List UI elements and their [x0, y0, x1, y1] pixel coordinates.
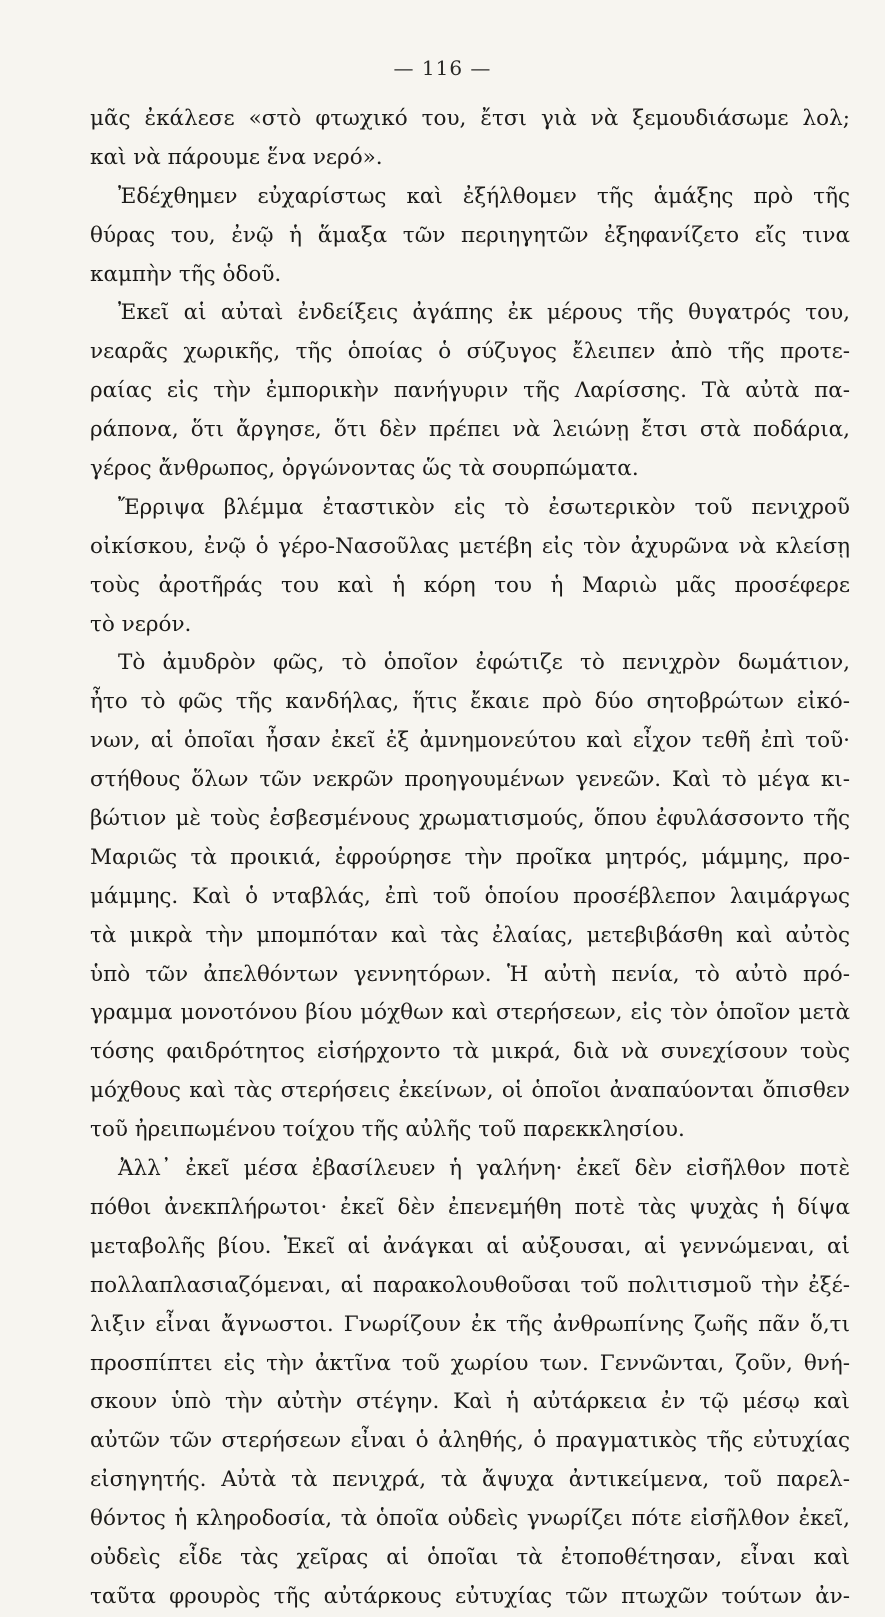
text-line: νων, αἱ ὁποῖαι ἦσαν ἐκεῖ ἐξ ἀμνημονεύτου καὶ εἶχον τεθῆ ἐπὶ τοῦ·	[90, 728, 850, 754]
text-line: οἰκίσκου, ἐνῷ ὁ γέρο-Νασοῦλας μετέβη εἰς τὸν ἀχυρῶνα νὰ κλείσῃ	[90, 533, 850, 559]
text-line: Μαριῶς τὰ προικιά, ἐφρούρησε τὴν προῖκα μητρός, μάμμης, προ-	[90, 844, 850, 870]
text-line: καὶ νὰ πάρουμε ἕνα νερό».	[90, 144, 383, 170]
text-line: τοῦ ἠρειπωμένου τοίχου τῆς αὐλῆς τοῦ παρεκκλησίου.	[90, 1117, 685, 1143]
body-text	[90, 100, 850, 1617]
text-line: θύρας του, ἐνῷ ἡ ἅμαξα τῶν περιηγητῶν ἐξηφανίζετο εἴς τινα	[90, 222, 850, 248]
text-line: αὐτῶν τῶν στερήσεων εἶναι ὁ ἀληθής, ὁ πραγματικὸς τῆς εὐτυχίας	[90, 1428, 850, 1454]
page-number: — 116 —	[393, 56, 492, 80]
text-line: Τὸ ἀμυδρὸν φῶς, τὸ ὁποῖον ἐφώτιζε τὸ πενιχρὸν δωμάτιον,	[118, 650, 850, 676]
text-line: πόθοι ἀνεκπλήρωτοι· ἐκεῖ δὲν ἐπενεμήθη ποτὲ τὰς ψυχὰς ἡ δίψα	[90, 1194, 850, 1220]
text-line: βώτιον μὲ τοὺς ἐσβεσμένους χρωματισμούς, ὅπου ἐφυλάσσοντο τῆς	[90, 806, 850, 832]
text-line: τόσης φαιδρότητος εἰσήρχοντο τὰ μικρά, διὰ νὰ συνεχίσουν τοὺς	[90, 1039, 850, 1065]
text-line: πολλαπλασιαζόμεναι, αἱ παρακολουθοῦσαι τοῦ πολιτισμοῦ τὴν ἐξέ-	[90, 1272, 850, 1298]
text-line: γραμμα μονοτόνου βίου μόχθων καὶ στερήσεων, εἰς τὸν ὁποῖον μετὰ	[90, 1000, 850, 1026]
text-line: στήθους ὅλων τῶν νεκρῶν προηγουμένων γενεῶν. Καὶ τὸ μέγα κι-	[90, 767, 850, 793]
text-line: οὐδεὶς εἶδε τὰς χεῖρας αἱ ὁποῖαι τὰ ἐτοποθέτησαν, εἶναι καὶ	[90, 1544, 850, 1570]
text-line: ράπονα, ὅτι ἄργησε, ὅτι δὲν πρέπει νὰ λειώνῃ ἔτσι στὰ ποδάρια,	[90, 417, 850, 443]
text-line: ἦτο τὸ φῶς τῆς κανδήλας, ἥτις ἔκαιε πρὸ δύο σητοβρώτων εἰκό-	[90, 689, 850, 715]
text-line: Ἀλλ᾿ ἐκεῖ μέσα ἐβασίλευεν ἡ γαλήνη· ἐκεῖ δὲν εἰσῆλθον ποτὲ	[118, 1156, 850, 1182]
text-line: ραίας εἰς τὴν ἐμπορικὴν πανήγυριν τῆς Λαρίσσης. Τὰ αὐτὰ πα-	[90, 378, 850, 404]
text-line: Ἐδέχθημεν εὐχαρίστως καὶ ἐξήλθομεν τῆς ἁμάξης πρὸ τῆς	[118, 183, 850, 209]
text-line: θόντος ἡ κληροδοσία, τὰ ὁποῖα οὐδεὶς γνωρίζει πότε εἰσῆλθον ἐκεῖ,	[90, 1506, 850, 1532]
text-line: τοὺς ἀροτῆράς του καὶ ἡ κόρη του ἡ Μαριὼ μᾶς προσέφερε	[90, 572, 850, 598]
text-line: μᾶς ἐκάλεσε «στὸ φτωχικό του, ἔτσι γιὰ νὰ ξεμουδιάσωμε λολ;	[90, 106, 850, 131]
text-line: λιξιν εἶναι ἄγνωστοι. Γνωρίζουν ἐκ τῆς ἀνθρωπίνης ζωῆς πᾶν ὅ,τι	[90, 1311, 850, 1337]
text-line: καμπὴν τῆς ὁδοῦ.	[90, 261, 282, 287]
text-line: τὰ μικρὰ τὴν μπομπόταν καὶ τὰς ἐλαίας, μετεβιβάσθη καὶ αὐτὸς	[90, 922, 850, 948]
text-line: Ἐκεῖ αἱ αὐταὶ ἐνδείξεις ἀγάπης ἐκ μέρους τῆς θυγατρός του,	[118, 300, 850, 326]
text-line: προσπίπτει εἰς τὴν ἀκτῖνα τοῦ χωρίου των. Γεννῶνται, ζοῦν, θνή-	[90, 1350, 850, 1376]
text-line: Ἔρριψα βλέμμα ἐταστικὸν εἰς τὸ ἐσωτερικὸν τοῦ πενιχροῦ	[118, 494, 850, 520]
text-line: εἰσηγητής. Αὐτὰ τὰ πενιχρά, τὰ ἄψυχα ἀντικείμενα, τοῦ παρελ-	[90, 1467, 850, 1493]
text-line: μεταβολῆς βίου. Ἐκεῖ αἱ ἀνάγκαι αἱ αὐξουσαι, αἱ γεννώμεναι, αἱ	[90, 1233, 850, 1259]
text-line: τὸ νερόν.	[90, 611, 192, 637]
text-line: ταῦτα φρουρὸς τῆς αὐτάρκους εὐτυχίας τῶν πτωχῶν τούτων ἀν-	[90, 1583, 850, 1609]
text-line: μάμμης. Καὶ ὁ νταβλάς, ἐπὶ τοῦ ὁποίου προσέβλεπον λαιμάργως	[90, 883, 850, 909]
text-line: ὑπὸ τῶν ἀπελθόντων γεννητόρων. Ἡ αὐτὴ πενία, τὸ αὐτὸ πρό-	[90, 961, 850, 987]
text-line: νεαρᾶς χωρικῆς, τῆς ὁποίας ὁ σύζυγος ἔλειπεν ἀπὸ τῆς προτε-	[90, 339, 850, 365]
text-line: μόχθους καὶ τὰς στερήσεις ἐκείνων, οἱ ὁποῖοι ἀναπαύονται ὄπισθεν	[90, 1078, 850, 1104]
text-line: γέρος ἄνθρωπος, ὀργώνοντας ὥς τὰ σουρπώματα.	[90, 456, 639, 482]
text-line: σκουν ὑπὸ τὴν αὐτὴν στέγην. Καὶ ἡ αὐτάρκεια ἐν τῷ μέσῳ καὶ	[90, 1389, 850, 1415]
